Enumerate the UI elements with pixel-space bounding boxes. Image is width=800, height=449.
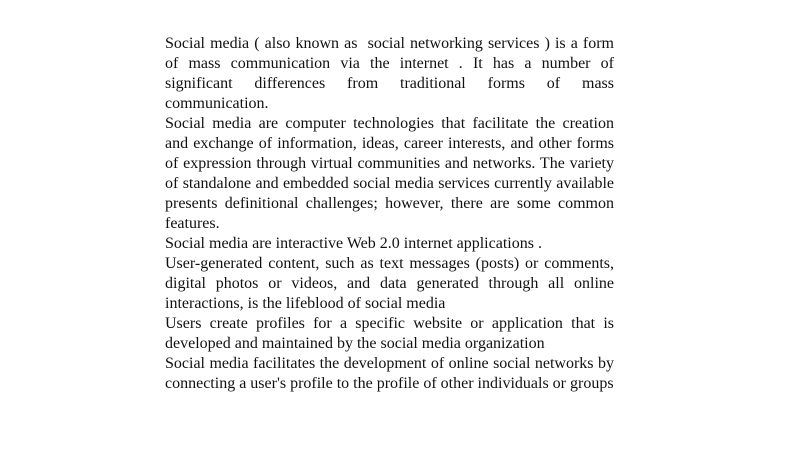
paragraph-web2: Social media are interactive Web 2.0 internet applications . [165, 235, 542, 252]
paragraph-definition: Social media ( also known as social networking services ) is a form of mass communication via the internet . It has a number of significant differences from traditional forms of mass communication. [165, 35, 618, 112]
body-text-box [165, 34, 618, 394]
paragraph-networks: Social media facilitates the development of online social networks by connecting a user's profile to the profile of other individuals or groups [165, 355, 618, 392]
paragraph-technologies: Social media are computer technologies that facilitate the creation and exchange of information, ideas, career interests, and other forms of expression through virtual communities and networks. The variety of standalone and embedded social media services currently available presents definitional challenges; however, there are some common features. [165, 115, 618, 232]
paragraph-user-content: User-generated content, such as text messages (posts) or comments, digital photos or videos, and data generated through all online interactions, is the lifeblood of social media [165, 255, 618, 312]
paragraph-profiles: Users create profiles for a specific website or application that is developed and maintained by the social media organization [165, 315, 618, 352]
